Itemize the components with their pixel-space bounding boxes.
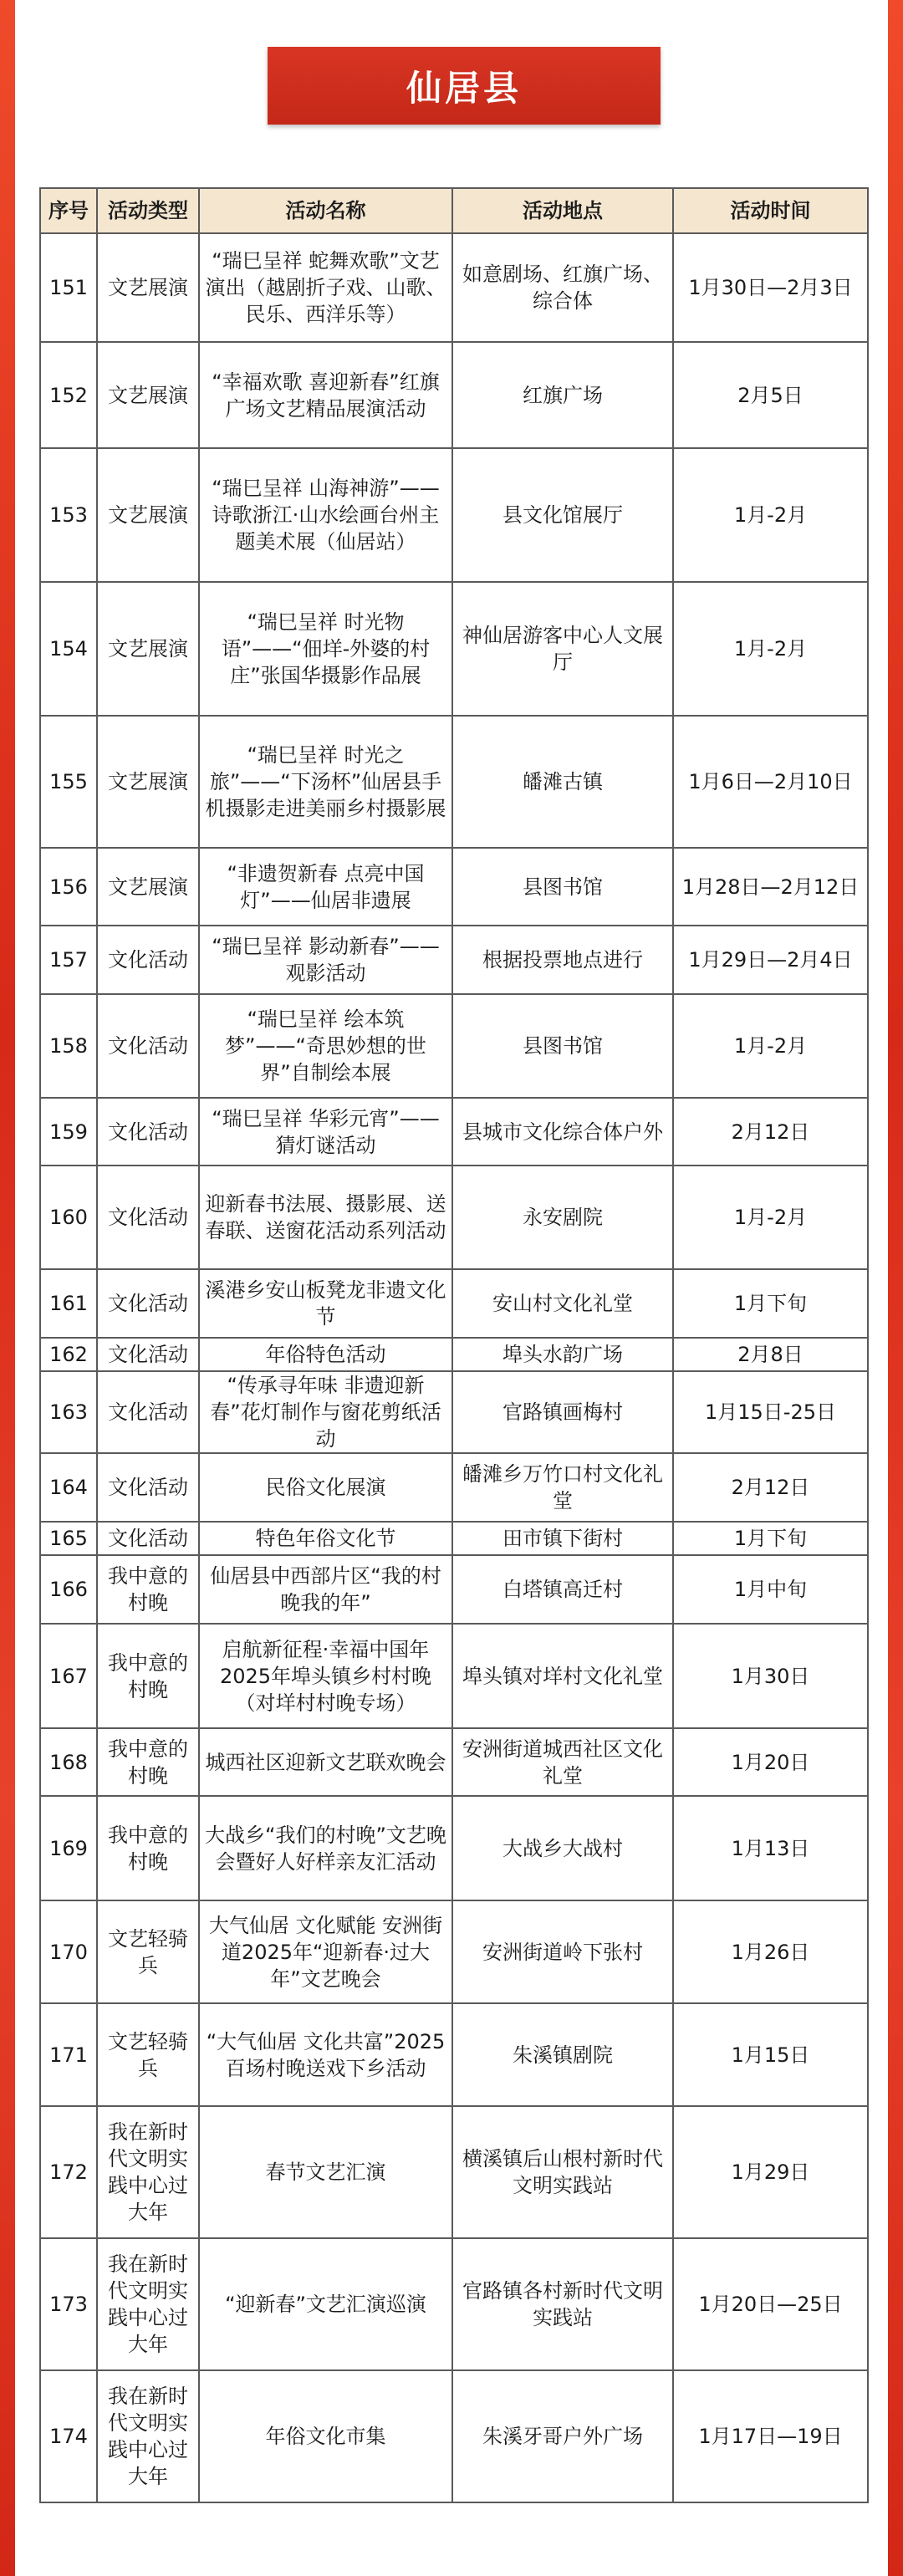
- cell-number: 170: [40, 1900, 97, 2003]
- cell-time: 1月26日: [673, 1900, 868, 2003]
- header-number: 序号: [40, 188, 97, 233]
- cell-type: 我在新时代文明实践中心过大年: [97, 2370, 199, 2502]
- cell-type: 文化活动: [97, 1269, 199, 1338]
- cell-time: 1月-2月: [673, 1166, 868, 1269]
- cell-time: 1月28日—2月12日: [673, 848, 868, 926]
- cell-time: 1月20日: [673, 1728, 868, 1796]
- cell-number: 154: [40, 582, 97, 716]
- cell-type: 文化活动: [97, 1338, 199, 1371]
- cell-number: 167: [40, 1624, 97, 1728]
- cell-venue: 田市镇下街村: [452, 1522, 673, 1555]
- cell-name: 年俗特色活动: [199, 1338, 452, 1371]
- cell-number: 157: [40, 926, 97, 994]
- cell-time: 1月-2月: [673, 994, 868, 1098]
- cell-number: 171: [40, 2003, 97, 2106]
- cell-venue: 安洲街道岭下张村: [452, 1900, 673, 2003]
- cell-name: “瑞巳呈祥 蛇舞欢歌”文艺演出（越剧折子戏、山歌、民乐、西洋乐等）: [199, 233, 452, 342]
- cell-venue: 埠头镇对垟村文化礼堂: [452, 1624, 673, 1728]
- cell-venue: 皤滩古镇: [452, 716, 673, 848]
- cell-venue: 根据投票地点进行: [452, 926, 673, 994]
- cell-number: 162: [40, 1338, 97, 1371]
- cell-number: 172: [40, 2106, 97, 2238]
- cell-number: 158: [40, 994, 97, 1098]
- cell-type: 文艺展演: [97, 582, 199, 716]
- cell-number: 160: [40, 1166, 97, 1269]
- cell-type: 文化活动: [97, 1098, 199, 1166]
- cell-venue: 安洲街道城西社区文化礼堂: [452, 1728, 673, 1796]
- table-row: [40, 848, 868, 926]
- cell-type: 文艺展演: [97, 233, 199, 342]
- cell-time: 1月29日: [673, 2106, 868, 2238]
- cell-time: 2月8日: [673, 1338, 868, 1371]
- cell-name: 大气仙居 文化赋能 安洲街道2025年“迎新春·过大年”文艺晚会: [199, 1900, 452, 2003]
- cell-name: 民俗文化展演: [199, 1453, 452, 1522]
- cell-time: 1月中旬: [673, 1555, 868, 1624]
- cell-venue: 县城市文化综合体户外: [452, 1098, 673, 1166]
- cell-venue: 横溪镇后山根村新时代文明实践站: [452, 2106, 673, 2238]
- cell-number: 166: [40, 1555, 97, 1624]
- cell-venue: 朱溪牙哥户外广场: [452, 2370, 673, 2502]
- cell-name: 启航新征程·幸福中国年2025年埠头镇乡村村晚（对垟村村晚专场）: [199, 1624, 452, 1728]
- table-row: [40, 342, 868, 448]
- cell-time: 1月15日-25日: [673, 1371, 868, 1453]
- cell-type: 文艺展演: [97, 448, 199, 582]
- table-row: [40, 582, 868, 716]
- cell-number: 163: [40, 1371, 97, 1453]
- cell-time: 1月29日—2月4日: [673, 926, 868, 994]
- cell-type: 文艺轻骑兵: [97, 1900, 199, 2003]
- cell-venue: 官路镇画梅村: [452, 1371, 673, 1453]
- right-red-border: [888, 0, 903, 2576]
- page-title: 仙居县: [406, 67, 522, 109]
- activity-table: [39, 187, 869, 2503]
- cell-type: 文化活动: [97, 1166, 199, 1269]
- table-row: [40, 448, 868, 582]
- cell-type: 我中意的村晚: [97, 1624, 199, 1728]
- table-row: [40, 2106, 868, 2238]
- table-row: [40, 1555, 868, 1624]
- cell-venue: 安山村文化礼堂: [452, 1269, 673, 1338]
- cell-type: 我中意的村晚: [97, 1796, 199, 1900]
- table-row: [40, 1900, 868, 2003]
- cell-name: “瑞巳呈祥 时光物语”——“佃垟-外婆的村庄”张国华摄影作品展: [199, 582, 452, 716]
- cell-time: 1月30日: [673, 1624, 868, 1728]
- cell-name: “瑞巳呈祥 时光之旅”——“下汤杯”仙居县手机摄影走进美丽乡村摄影展: [199, 716, 452, 848]
- cell-name: “大气仙居 文化共富”2025百场村晚送戏下乡活动: [199, 2003, 452, 2106]
- table-row: [40, 1166, 868, 1269]
- cell-type: 文化活动: [97, 994, 199, 1098]
- table-row: [40, 2003, 868, 2106]
- cell-type: 文化活动: [97, 926, 199, 994]
- table-row: [40, 1453, 868, 1522]
- cell-time: 1月17日—19日: [673, 2370, 868, 2502]
- cell-venue: 县图书馆: [452, 994, 673, 1098]
- cell-type: 文艺展演: [97, 848, 199, 926]
- table-row: [40, 1728, 868, 1796]
- table-header-row: [40, 188, 868, 233]
- cell-number: 155: [40, 716, 97, 848]
- cell-venue: 永安剧院: [452, 1166, 673, 1269]
- table-row: [40, 2370, 868, 2502]
- table-row: [40, 716, 868, 848]
- cell-time: 1月6日—2月10日: [673, 716, 868, 848]
- cell-time: 2月5日: [673, 342, 868, 448]
- cell-type: 我在新时代文明实践中心过大年: [97, 2238, 199, 2370]
- header-name: 活动名称: [199, 188, 452, 233]
- cell-type: 文化活动: [97, 1371, 199, 1453]
- cell-venue: 红旗广场: [452, 342, 673, 448]
- table-row: [40, 1338, 868, 1371]
- cell-number: 151: [40, 233, 97, 342]
- cell-venue: 埠头水韵广场: [452, 1338, 673, 1371]
- cell-time: 1月13日: [673, 1796, 868, 1900]
- cell-name: “传承寻年味 非遗迎新春”花灯制作与窗花剪纸活动: [199, 1371, 452, 1453]
- table-row: [40, 233, 868, 342]
- title-banner: [268, 47, 661, 125]
- cell-name: “瑞巳呈祥 影动新春”——观影活动: [199, 926, 452, 994]
- cell-time: 1月15日: [673, 2003, 868, 2106]
- cell-name: 年俗文化市集: [199, 2370, 452, 2502]
- cell-time: 2月12日: [673, 1453, 868, 1522]
- header-venue: 活动地点: [452, 188, 673, 233]
- cell-time: 1月下旬: [673, 1522, 868, 1555]
- table-row: [40, 1522, 868, 1555]
- cell-number: 169: [40, 1796, 97, 1900]
- cell-venue: 如意剧场、红旗广场、综合体: [452, 233, 673, 342]
- header-time: 活动时间: [673, 188, 868, 233]
- cell-name: 春节文艺汇演: [199, 2106, 452, 2238]
- cell-venue: 县文化馆展厅: [452, 448, 673, 582]
- cell-number: 153: [40, 448, 97, 582]
- cell-time: 1月-2月: [673, 582, 868, 716]
- cell-name: “迎新春”文艺汇演巡演: [199, 2238, 452, 2370]
- cell-type: 文化活动: [97, 1453, 199, 1522]
- table-row: [40, 1098, 868, 1166]
- cell-number: 164: [40, 1453, 97, 1522]
- cell-name: 大战乡“我们的村晚”文艺晚会暨好人好样亲友汇活动: [199, 1796, 452, 1900]
- cell-type: 我中意的村晚: [97, 1555, 199, 1624]
- cell-type: 文艺展演: [97, 716, 199, 848]
- cell-venue: 白塔镇高迁村: [452, 1555, 673, 1624]
- table-row: [40, 1371, 868, 1453]
- cell-venue: 皤滩乡万竹口村文化礼堂: [452, 1453, 673, 1522]
- cell-venue: 官路镇各村新时代文明实践站: [452, 2238, 673, 2370]
- cell-time: 1月30日—2月3日: [673, 233, 868, 342]
- cell-venue: 朱溪镇剧院: [452, 2003, 673, 2106]
- cell-number: 165: [40, 1522, 97, 1555]
- cell-number: 159: [40, 1098, 97, 1166]
- cell-type: 文艺展演: [97, 342, 199, 448]
- cell-number: 168: [40, 1728, 97, 1796]
- cell-name: “瑞巳呈祥 山海神游”——诗歌浙江·山水绘画台州主题美术展（仙居站）: [199, 448, 452, 582]
- cell-name: “瑞巳呈祥 华彩元宵”——猜灯谜活动: [199, 1098, 452, 1166]
- cell-name: 城西社区迎新文艺联欢晚会: [199, 1728, 452, 1796]
- table-row: [40, 1269, 868, 1338]
- cell-name: 特色年俗文化节: [199, 1522, 452, 1555]
- cell-name: 迎新春书法展、摄影展、送春联、送窗花活动系列活动: [199, 1166, 452, 1269]
- cell-type: 文艺轻骑兵: [97, 2003, 199, 2106]
- table-row: [40, 926, 868, 994]
- cell-time: 1月-2月: [673, 448, 868, 582]
- cell-venue: 县图书馆: [452, 848, 673, 926]
- cell-number: 161: [40, 1269, 97, 1338]
- cell-type: 文化活动: [97, 1522, 199, 1555]
- cell-venue: 大战乡大战村: [452, 1796, 673, 1900]
- cell-name: “幸福欢歌 喜迎新春”红旗广场文艺精品展演活动: [199, 342, 452, 448]
- left-red-border: [0, 0, 15, 2576]
- cell-number: 174: [40, 2370, 97, 2502]
- header-type: 活动类型: [97, 188, 199, 233]
- cell-time: 2月12日: [673, 1098, 868, 1166]
- cell-venue: 神仙居游客中心人文展厅: [452, 582, 673, 716]
- table-row: [40, 994, 868, 1098]
- cell-number: 156: [40, 848, 97, 926]
- cell-name: 溪港乡安山板凳龙非遗文化节: [199, 1269, 452, 1338]
- cell-number: 152: [40, 342, 97, 448]
- table-row: [40, 1796, 868, 1900]
- cell-number: 173: [40, 2238, 97, 2370]
- cell-name: “非遗贺新春 点亮中国灯”——仙居非遗展: [199, 848, 452, 926]
- cell-time: 1月下旬: [673, 1269, 868, 1338]
- cell-time: 1月20日—25日: [673, 2238, 868, 2370]
- cell-name: “瑞巳呈祥 绘本筑梦”——“奇思妙想的世界”自制绘本展: [199, 994, 452, 1098]
- cell-type: 我中意的村晚: [97, 1728, 199, 1796]
- table-row: [40, 2238, 868, 2370]
- cell-type: 我在新时代文明实践中心过大年: [97, 2106, 199, 2238]
- table-row: [40, 1624, 868, 1728]
- cell-name: 仙居县中西部片区“我的村晚我的年”: [199, 1555, 452, 1624]
